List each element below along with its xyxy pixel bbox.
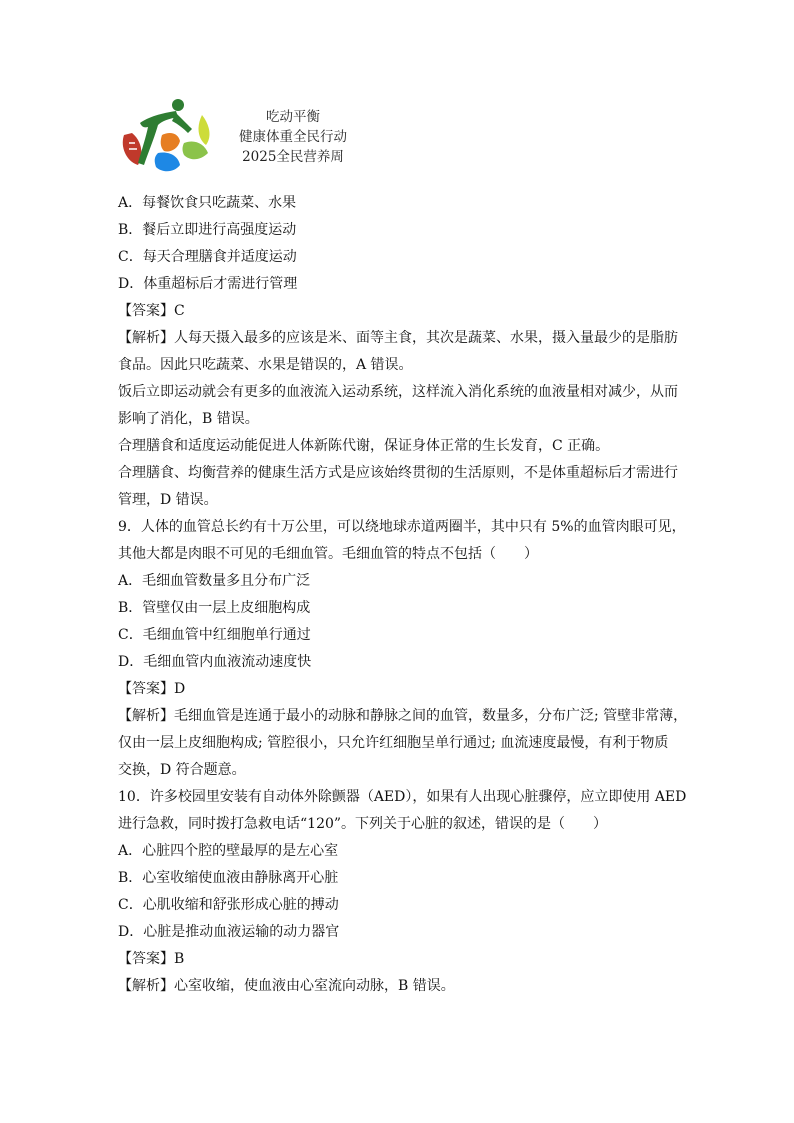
q10-stem-line-2: 进行急救，同时拨打急救电话“120”。下列关于心脏的叙述，错误的是（ ）: [118, 816, 608, 832]
q9-analysis-line-2: 仅由一层上皮细胞构成; 管腔很小，只允许红细胞呈单行通过; 血流速度最慢，有利于物质: [118, 735, 669, 751]
q9-option-b: B．管壁仅由一层上皮细胞构成: [118, 600, 311, 616]
q9-analysis-line-1: 【解析】毛细血管是连通于最小的动脉和静脉之间的血管，数量多，分布广泛; 管壁非常薄，: [118, 708, 688, 724]
q9-stem-line-2: 其他大都是肉眼不可见的毛细血管。毛细血管的特点不包括（ ）: [118, 546, 538, 562]
nutrition-week-logo: [118, 95, 358, 179]
q8-analysis-line-5: 合理膳食和适度运动能促进人体新陈代谢，保证身体正常的生长发育，C 正确。: [118, 438, 610, 454]
q8-option-a: A．每餐饮食只吃蔬菜、水果: [118, 195, 297, 211]
q10-stem-line-1: 10．许多校园里安装有自动体外除颤器（AED），如果有人出现心脏骤停，应立即使用 AED: [118, 789, 687, 805]
q10-option-d: D．心脏是推动血液运输的动力器官: [118, 924, 340, 940]
q8-analysis-line-6: 合理膳食、均衡营养的健康生活方式是应该始终贯彻的生活原则，不是体重超标后才需进行: [118, 465, 678, 481]
question-content: [118, 190, 688, 1000]
q10-answer: 【答案】B: [118, 951, 185, 967]
logo-line-2: 健康体重全民行动: [239, 129, 347, 145]
q9-option-d: D．毛细血管内血液流动速度快: [118, 654, 312, 670]
q8-analysis-line-1: 【解析】人每天摄入最多的应该是米、面等主食，其次是蔬菜、水果，摄入量最少的是脂肪: [118, 330, 678, 346]
q9-stem-line-1: 9．人体的血管总长约有十万公里，可以绕地球赤道两圈半，其中只有 5%的血管肉眼可见，: [118, 519, 686, 535]
nutrition-week-emblem-icon: [118, 95, 218, 179]
q8-analysis-line-4: 影响了消化，B 错误。: [118, 411, 259, 427]
q8-analysis-line-3: 饭后立即运动就会有更多的血液流入运动系统，这样流入消化系统的血液量相对减少，从而: [118, 384, 678, 400]
q10-option-b: B．心室收缩使血液由静脉离开心脏: [118, 870, 339, 886]
q10-option-c: C．心肌收缩和舒张形成心脏的搏动: [118, 897, 339, 913]
logo-text: [223, 107, 363, 167]
q10-analysis-line-1: 【解析】心室收缩，使血液由心室流向动脉，B 错误。: [118, 978, 455, 994]
q10-option-a: A．心脏四个腔的壁最厚的是左心室: [118, 843, 339, 859]
q8-analysis-line-2: 食品。因此只吃蔬菜、水果是错误的，A 错误。: [118, 357, 413, 373]
q8-option-b: B．餐后立即进行高强度运动: [118, 222, 297, 238]
q9-option-c: C．毛细血管中红细胞单行通过: [118, 627, 311, 643]
q8-option-c: C．每天合理膳食并适度运动: [118, 249, 297, 265]
logo-line-3: 2025全民营养周: [242, 149, 344, 165]
logo-line-1: 吃动平衡: [266, 109, 320, 125]
q8-option-d: D．体重超标后才需进行管理: [118, 276, 298, 292]
q8-analysis-line-7: 管理，D 错误。: [118, 492, 218, 508]
q9-analysis-line-3: 交换，D 符合题意。: [118, 762, 246, 778]
q9-answer: 【答案】D: [118, 681, 186, 697]
q8-answer: 【答案】C: [118, 303, 185, 319]
q9-option-a: A．毛细血管数量多且分布广泛: [118, 573, 311, 589]
